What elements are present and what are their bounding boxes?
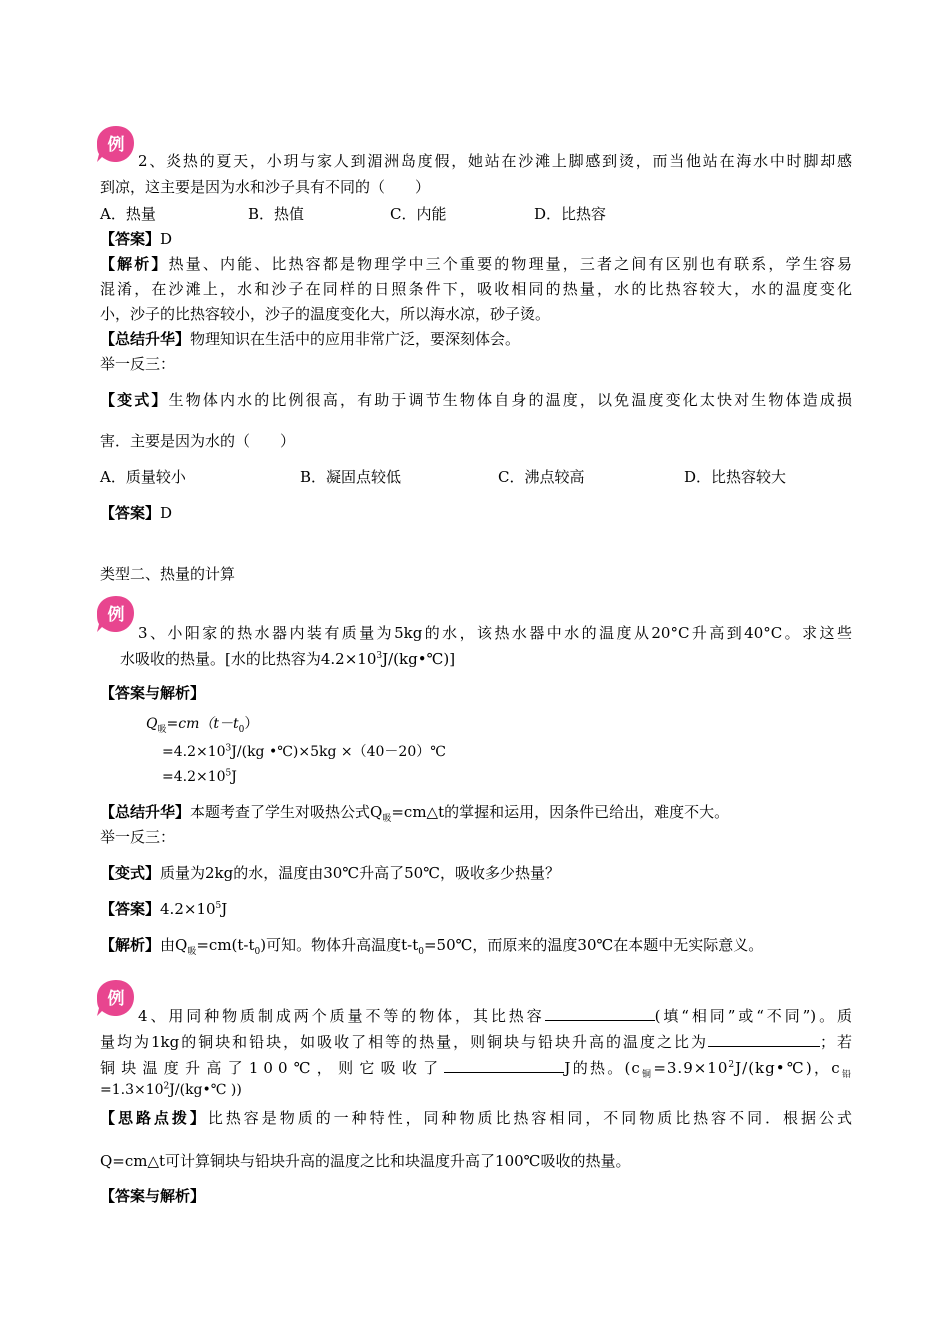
q4-line2-a: 量均为1kg的铜块和铅块，如吸收了相等的热量，则铜块与铅块升高的温度之比为 [100, 1033, 708, 1051]
q2-jyfs: 举一反三： [100, 355, 176, 373]
analysis-text: 热量、内能、比热容都是物理学中三个重要的物理量，三者之间有区别也有联系，学生容易 [168, 255, 852, 273]
q3-line1: 3、小阳家的热水器内装有质量为5kg的水，该热水器中水的温度从20°C升高到40°C。求这些 [138, 624, 852, 642]
answer-tag: 【答案】 [100, 230, 161, 248]
q3-line2 [120, 648, 872, 669]
q3-variant [100, 862, 852, 883]
q4-hint-line2: Q=cm△t可计算铜块与铅块升高的温度之比和块温度升高了100℃吸收的热量。 [100, 1152, 631, 1170]
q4-blank-2[interactable] [708, 1032, 820, 1047]
q3-variant-answer [100, 898, 852, 919]
va-ans-a: 4.2×10 [160, 900, 216, 918]
q2-variant-option-b: B．凝固点较低 [300, 468, 402, 486]
variant-tag: 【变式】 [100, 391, 169, 409]
badge-char: 例 [107, 989, 125, 1009]
q2-variant-answer [100, 502, 852, 523]
q4-line3-a: 铜块温度升高了100℃，则它吸收了 [100, 1059, 445, 1077]
badge-char: 例 [107, 605, 125, 625]
q2-option-a: A．热量 [100, 205, 156, 223]
q2-variant-line1 [100, 389, 852, 410]
summary-tag: 【总结升华】 [100, 803, 191, 821]
q3-line2-a: 水吸收的热量。[水的比热容为4.2×10 [120, 650, 377, 668]
va-a: 由Q [160, 936, 188, 954]
q2-analysis-line2: 混淆，在沙滩上，水和沙子在同样的日照条件下，吸收相同的热量，水的比热容较大，水的温度变化 [100, 280, 852, 298]
q2-summary [100, 328, 852, 349]
q4-hint-line1 [100, 1107, 852, 1128]
q2-variant-line2: 害．主要是因为水的（ ） [100, 432, 296, 450]
example-badge-icon [96, 124, 136, 164]
q3-jyfs: 举一反三： [100, 828, 176, 846]
va-c: )可知。物体升高温度t-t [260, 936, 419, 954]
q3-formula-line2 [162, 741, 446, 761]
q3-line2-b: J/(kg•℃)] [382, 650, 456, 668]
va-sub: 吸 [187, 947, 197, 957]
q4-sup-2: 2 [163, 1081, 170, 1092]
q4-line3 [100, 1057, 852, 1078]
q4-blank-1[interactable] [545, 1006, 655, 1021]
q4-line3-c: =3.9×10 [653, 1059, 729, 1077]
va-ans-b: J [221, 900, 228, 918]
va-d: =50℃，而原来的温度30℃在本题中无实际意义。 [423, 936, 764, 954]
example-badge-icon [96, 978, 136, 1018]
variant-tag: 【变式】 [100, 864, 161, 882]
q4-blank-3[interactable] [444, 1058, 564, 1073]
q2-variant-option-c: C．沸点较高 [498, 468, 585, 486]
q2-line1: 2、炎热的夏天，小玥与家人到湄洲岛度假，她站在沙滩上脚感到烫，而当他站在海水中时脚却感 [138, 152, 852, 170]
f2-sup: 3 [225, 743, 232, 754]
q4-line1-b: (填“相同”或“不同”)。质 [654, 1007, 852, 1025]
q2-analysis-line3: 小，沙子的比热容较小，沙子的温度变化大，所以海水凉，砂子烫。 [100, 305, 551, 323]
summary-tag: 【总结升华】 [100, 330, 191, 348]
variant-text: 质量为2kg的水，温度由30℃升高了50℃，吸收多少热量？ [160, 864, 560, 882]
f2-a: =4.2×10 [162, 744, 226, 760]
variant-answer-tag: 【答案】 [100, 504, 161, 522]
q3-formula-line1 [146, 713, 258, 733]
q4-sub-copper: 铜 [640, 1070, 654, 1080]
example-badge-icon [96, 594, 136, 634]
q2-analysis-line1 [100, 253, 852, 274]
f1-b: =cm（t－t [166, 716, 239, 732]
q3-formula-line3 [162, 769, 237, 785]
summary-b: =cm△t的掌握和运用，因条件已给出，难度不大。 [391, 803, 730, 821]
analysis-tag: 【解析】 [100, 255, 169, 273]
q3-line2-sup: 3 [376, 651, 383, 661]
variant-answer-value: D [160, 504, 173, 522]
q3-variant-analysis [100, 934, 852, 955]
q2-variant-option-d: D．比热容较大 [684, 468, 787, 486]
variant-text: 生物体内水的比例很高，有助于调节生物体自身的温度，以免温度变化太快对生物体造成损 [168, 391, 852, 409]
q2-option-c: C．内能 [390, 205, 447, 223]
f1-sub: 吸 [157, 724, 167, 735]
q3-answer-tag: 【答案与解析】 [100, 684, 206, 702]
va-sub3: 0 [418, 947, 424, 957]
q4-line4-a: =1.3×10 [100, 1082, 164, 1098]
badge-char: 例 [107, 135, 125, 155]
q4-line2 [100, 1031, 852, 1052]
f3-a: =4.2×10 [162, 769, 226, 785]
q4-line4 [100, 1082, 852, 1098]
q2-answer [100, 228, 852, 249]
variant-answer-tag: 【答案】 [100, 900, 161, 918]
section-type2-heading: 类型二、热量的计算 [100, 565, 236, 583]
f3-b: J [231, 769, 237, 785]
hint-tag: 【思路点拨】 [100, 1109, 208, 1127]
q2-option-b: B．热值 [248, 205, 305, 223]
va-b: =cm(t-t [196, 936, 255, 954]
summary-a: 本题考查了学生对吸热公式Q [190, 803, 383, 821]
f3-sup: 5 [225, 768, 232, 779]
q2-option-d: D．比热容 [534, 205, 607, 223]
q4-line3-b: J的热。(c [564, 1059, 641, 1077]
q4-line1 [138, 1005, 852, 1026]
q4-answer-tag: 【答案与解析】 [100, 1187, 206, 1205]
va-sub2: 0 [254, 947, 261, 957]
f1-c: ） [244, 716, 259, 732]
f2-b: J/(kg •℃)×5kg ×（40－20）℃ [231, 744, 446, 760]
f1-a: Q [146, 716, 158, 732]
q4-sup-1: 2 [728, 1060, 736, 1070]
variant-analysis-tag: 【解析】 [100, 936, 161, 954]
q3-summary [100, 801, 852, 822]
summary-text: 物理知识在生活中的应用非常广泛，要深刻体会。 [190, 330, 521, 348]
q4-line3-d: J/(kg•℃)，c [735, 1059, 841, 1077]
q4-line1-a: 4、用同种物质制成两个质量不等的物体，其比热容 [138, 1007, 545, 1025]
q4-line2-b: ；若 [819, 1033, 852, 1051]
q4-line4-b: J/(kg•℃ )) [169, 1082, 242, 1098]
summary-sub: 吸 [382, 814, 392, 824]
answer-value: D [160, 230, 173, 248]
hint-text: 比热容是物质的一种特性，同种物质比热容相同，不同物质比热容不同．根据公式 [207, 1109, 852, 1127]
va-ans-sup: 5 [215, 901, 222, 911]
q4-sub-lead: 铅 [840, 1070, 852, 1080]
q2-variant-option-a: A．质量较小 [100, 468, 186, 486]
f1-sub2: 0 [238, 724, 245, 735]
q2-line2: 到凉，这主要是因为水和沙子具有不同的（ ） [100, 178, 431, 196]
